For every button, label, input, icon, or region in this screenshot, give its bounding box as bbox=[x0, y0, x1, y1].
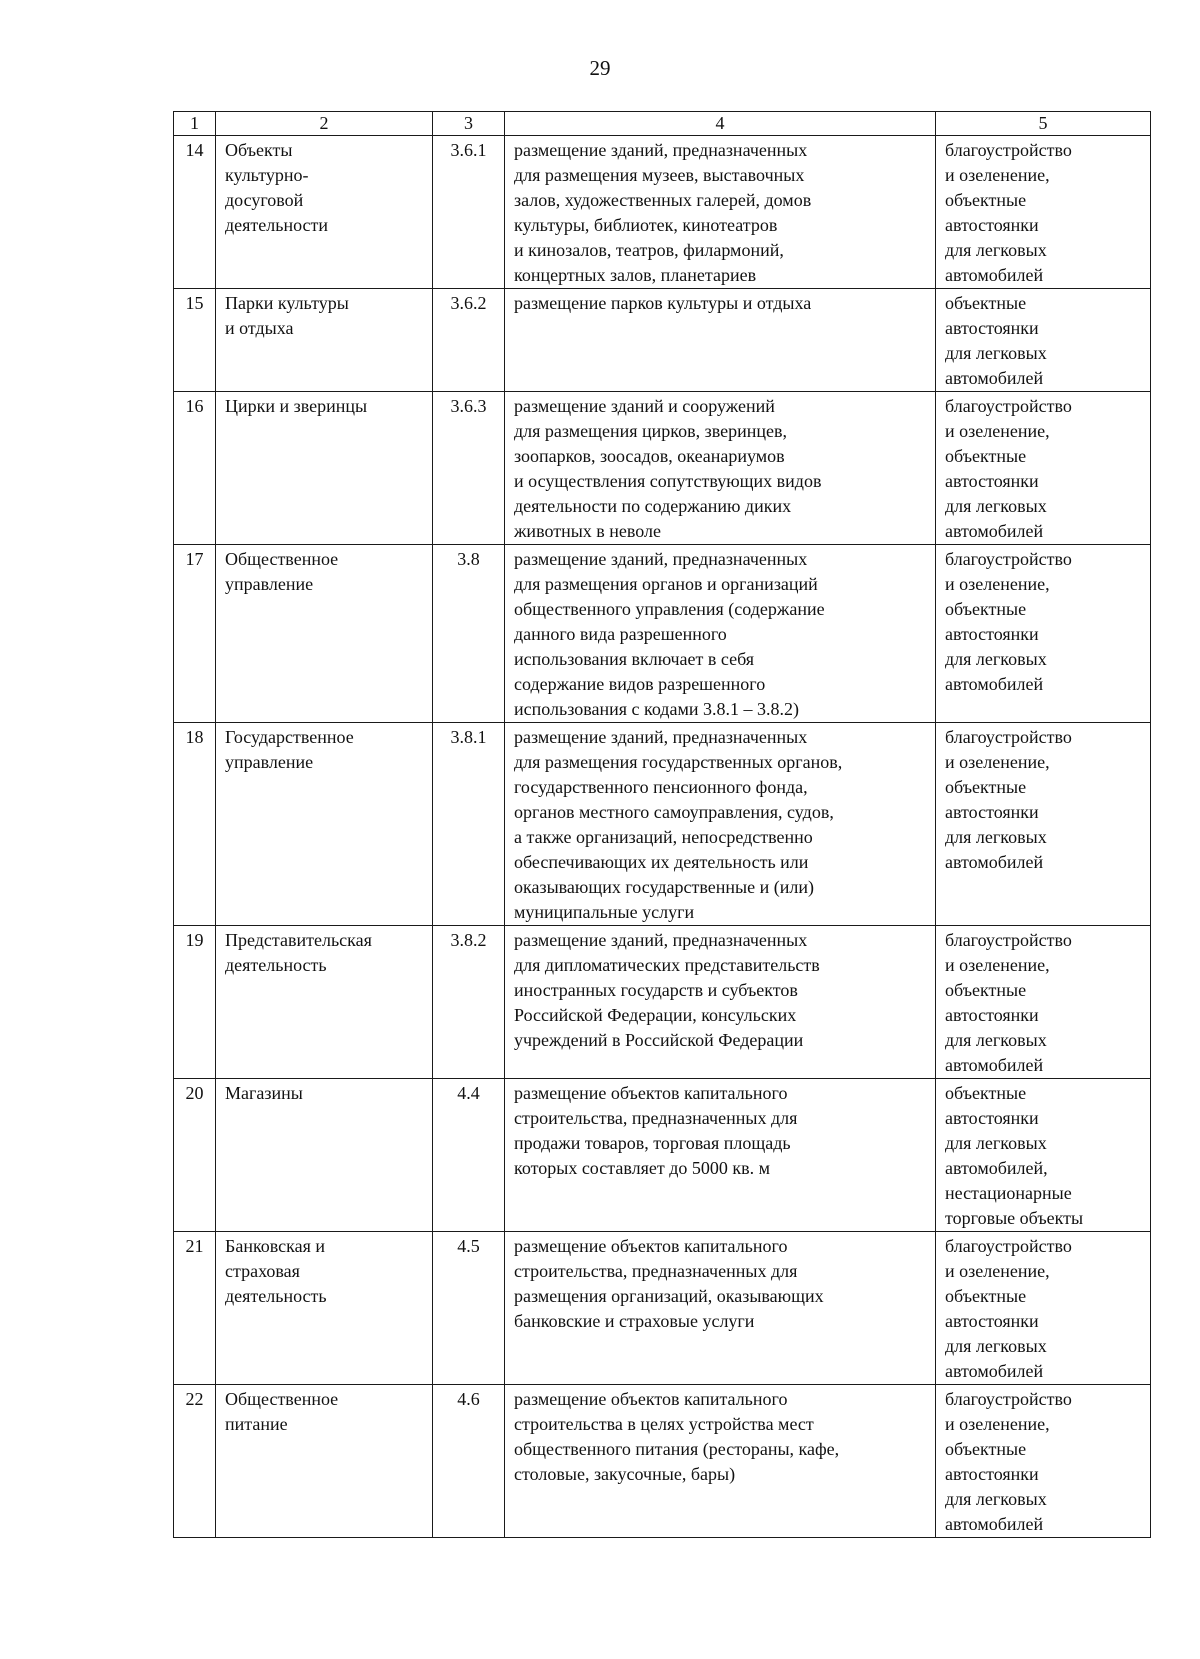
land-use-description: размещение объектов капитального строительства, предназначенных для продажи товаров, торговая площадь которых составляет до 5000 кв. м bbox=[514, 1083, 798, 1178]
land-use-description: размещение объектов капитального строительства, предназначенных для размещения организаций, оказывающих банковские и страховые услуги bbox=[514, 1236, 824, 1331]
land-use-description: размещение зданий и сооружений для размещения цирков, зверинцев, зоопарков, зоосадов, океанариумов и осуществления сопутствующих видов деятельности по содержанию диких животных в неволе bbox=[514, 396, 822, 541]
row-number: 18 bbox=[174, 723, 216, 926]
table-header-row bbox=[174, 112, 1151, 136]
land-use-description: размещение зданий, предназначенных для дипломатических представительств иностранных государств и субъектов Российской Федерации, консульских учреждений в Российской Федерации bbox=[514, 930, 820, 1050]
land-use-code: 3.8.1 bbox=[433, 723, 505, 926]
land-use-description: размещение объектов капитального строительства в целях устройства мест общественного питания (рестораны, кафе, столовые, закусочные, бары) bbox=[514, 1389, 840, 1484]
column-header: 2 bbox=[216, 112, 433, 136]
table-row bbox=[174, 1079, 1151, 1232]
land-use-code: 4.5 bbox=[433, 1232, 505, 1385]
land-use-table bbox=[173, 111, 1151, 1538]
land-use-code: 4.6 bbox=[433, 1385, 505, 1538]
auxiliary-uses: объектные автостоянки для легковых автомобилей, нестационарные торговые объекты bbox=[945, 1083, 1084, 1228]
table-row bbox=[174, 723, 1151, 926]
auxiliary-uses: благоустройство и озеленение, объектные автостоянки для легковых автомобилей bbox=[945, 396, 1072, 541]
land-use-code: 3.6.3 bbox=[433, 392, 505, 545]
auxiliary-uses: благоустройство и озеленение, объектные автостоянки для легковых автомобилей bbox=[945, 930, 1072, 1075]
table-row bbox=[174, 136, 1151, 289]
land-use-name: Магазины bbox=[225, 1083, 303, 1103]
land-use-name: Общественное питание bbox=[225, 1389, 339, 1434]
auxiliary-uses: благоустройство и озеленение, объектные автостоянки для легковых автомобилей bbox=[945, 1389, 1072, 1534]
land-use-code: 3.8 bbox=[433, 545, 505, 723]
table-row bbox=[174, 545, 1151, 723]
row-number: 17 bbox=[174, 545, 216, 723]
table-row bbox=[174, 1232, 1151, 1385]
land-use-description: размещение зданий, предназначенных для размещения органов и организаций общественного управления (содержание данного вида разрешенного использования включает в себя содержание видов разрешенного использования с кодами 3.8.1 – 3.8.2) bbox=[514, 549, 825, 719]
land-use-name: Государственное управление bbox=[225, 727, 354, 772]
table-row bbox=[174, 1385, 1151, 1538]
row-number: 21 bbox=[174, 1232, 216, 1385]
auxiliary-uses: объектные автостоянки для легковых автомобилей bbox=[945, 293, 1047, 388]
row-number: 22 bbox=[174, 1385, 216, 1538]
row-number: 15 bbox=[174, 289, 216, 392]
auxiliary-uses: благоустройство и озеленение, объектные автостоянки для легковых автомобилей bbox=[945, 727, 1072, 872]
table-row bbox=[174, 926, 1151, 1079]
land-use-name: Цирки и зверинцы bbox=[225, 396, 368, 416]
land-use-name: Парки культуры и отдыха bbox=[225, 293, 349, 338]
land-use-description: размещение парков культуры и отдыха bbox=[514, 293, 812, 313]
column-header: 5 bbox=[936, 112, 1151, 136]
column-header: 4 bbox=[505, 112, 936, 136]
land-use-description: размещение зданий, предназначенных для размещения государственных органов, государственного пенсионного фонда, органов местного самоуправления, судов, а также организаций, непосредственно обеспечивающих их деятельность или оказывающих государственные и (или) муниципальные услуги bbox=[514, 727, 843, 922]
page-number: 29 bbox=[589, 56, 611, 80]
auxiliary-uses: благоустройство и озеленение, объектные автостоянки для легковых автомобилей bbox=[945, 140, 1072, 285]
column-header: 3 bbox=[433, 112, 505, 136]
table-row bbox=[174, 289, 1151, 392]
land-use-name: Общественное управление bbox=[225, 549, 339, 594]
row-number: 20 bbox=[174, 1079, 216, 1232]
land-use-code: 3.6.1 bbox=[433, 136, 505, 289]
column-header: 1 bbox=[174, 112, 216, 136]
land-use-code: 3.8.2 bbox=[433, 926, 505, 1079]
land-use-name: Банковская и страховая деятельность bbox=[225, 1236, 327, 1306]
table-row bbox=[174, 392, 1151, 545]
row-number: 14 bbox=[174, 136, 216, 289]
row-number: 19 bbox=[174, 926, 216, 1079]
land-use-code: 3.6.2 bbox=[433, 289, 505, 392]
auxiliary-uses: благоустройство и озеленение, объектные автостоянки для легковых автомобилей bbox=[945, 549, 1072, 694]
auxiliary-uses: благоустройство и озеленение, объектные автостоянки для легковых автомобилей bbox=[945, 1236, 1072, 1381]
land-use-description: размещение зданий, предназначенных для размещения музеев, выставочных залов, художественных галерей, домов культуры, библиотек, кинотеатров и кинозалов, театров, филармоний, концертных залов, планетариев bbox=[514, 140, 812, 285]
land-use-name: Представительская деятельность bbox=[225, 930, 372, 975]
row-number: 16 bbox=[174, 392, 216, 545]
land-use-code: 4.4 bbox=[433, 1079, 505, 1232]
land-use-name: Объекты культурно- досуговой деятельности bbox=[225, 140, 329, 235]
